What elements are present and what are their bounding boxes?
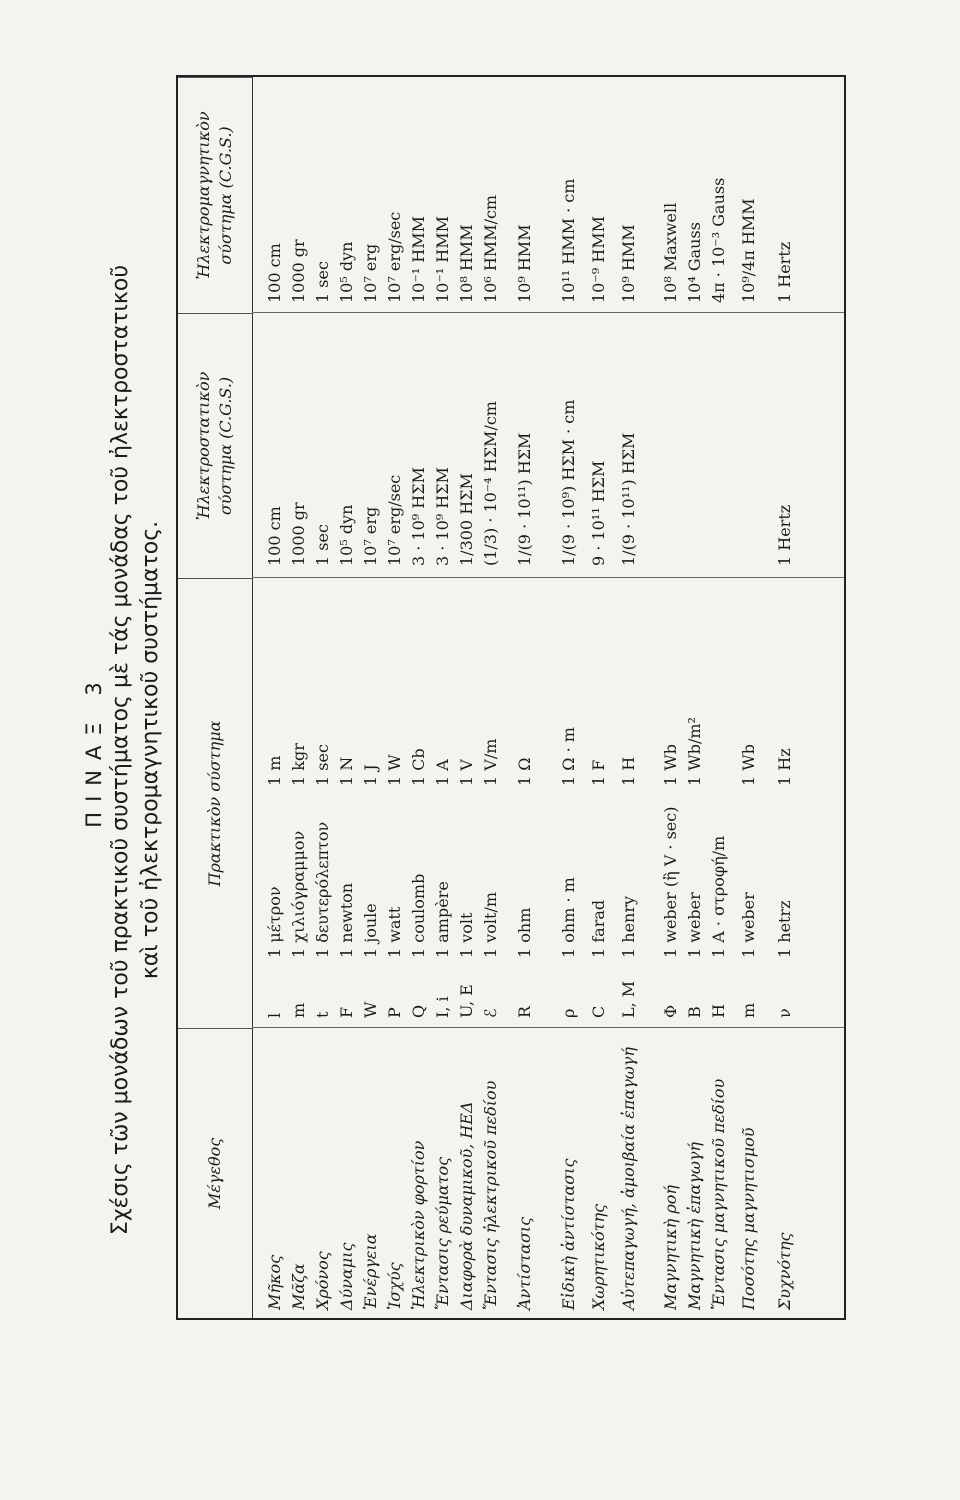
row-practical-unit: 1 ohm: [515, 907, 534, 958]
row-electrostatic: 10⁵ dyn: [337, 504, 356, 566]
row-symbol: F: [337, 1006, 356, 1018]
row-practical-abbr: 1 A: [433, 759, 452, 786]
row-electromagnetic: 10⁻¹ ΗΜΜ: [433, 215, 452, 303]
row-quantity: Αὐτεπαγωγή, ἀμοιβαία ἐπαγωγή: [619, 1047, 638, 1310]
header-quantity: [178, 1028, 252, 1318]
row-electrostatic: 3 · 10⁹ ΗΣΜ: [409, 467, 428, 566]
row-electrostatic: 1 sec: [313, 524, 332, 566]
row-symbol: t: [313, 1011, 332, 1018]
row-symbol: H: [709, 1004, 728, 1018]
header-practical-label: Πρακτικὸν σύστημα: [205, 720, 224, 887]
row-quantity: Εἰδικὴ ἀντίστασις: [559, 1158, 578, 1310]
row-practical-unit: 1 weber (ἢ V · sec): [661, 806, 680, 958]
row-electromagnetic: 1 sec: [313, 261, 332, 303]
row-quantity: Ἀντίστασις: [515, 1216, 534, 1310]
row-electromagnetic: 10⁻⁹ ΗΜΜ: [589, 215, 608, 303]
table-row: [360, 77, 382, 1318]
title-line-2: καὶ τοῦ ἠλεκτρομαγνητικοῦ συστήματος.: [138, 520, 163, 980]
row-electromagnetic: 1 Hertz: [775, 241, 794, 303]
row-symbol: B: [685, 1006, 704, 1018]
row-electromagnetic: 10⁸ ΗΜΜ: [457, 224, 476, 303]
row-practical-unit: 1 newton: [337, 882, 356, 958]
row-quantity: Ἔντασις ἠλεκτρικοῦ πεδίου: [481, 1080, 500, 1310]
row-electrostatic: 1/(9 · 10¹¹) ΗΣΜ: [619, 432, 638, 566]
row-quantity: Μῆκος: [265, 1254, 284, 1310]
header-electrostatic: [178, 313, 252, 578]
row-symbol: ρ: [559, 1008, 578, 1018]
row-practical-abbr: 1 H: [619, 756, 638, 786]
table-row: [408, 77, 430, 1318]
row-electrostatic: 1/(9 · 10⁹) ΗΣΜ · cm: [559, 399, 578, 566]
row-symbol: Φ: [661, 1004, 680, 1018]
table-row: [456, 77, 478, 1318]
row-quantity: Χρόνος: [313, 1251, 332, 1310]
row-symbol: C: [589, 1005, 608, 1018]
row-practical-abbr: 1 m: [265, 755, 284, 786]
row-practical-abbr: 1 W: [385, 754, 404, 786]
row-symbol: I, i: [433, 996, 452, 1018]
row-symbol: l: [265, 1012, 284, 1018]
row-practical-abbr: 1 V/m: [481, 738, 500, 786]
row-quantity: Ἰσχύς: [385, 1262, 404, 1310]
table-row: [288, 77, 310, 1318]
title-line-1: Σχέσις τῶν μονάδων τοῦ πρακτικοῦ συστήματος μὲ τάς μονάδας τοῦ ἠλεκτροστατικοῦ: [108, 264, 133, 1236]
row-electromagnetic: 10¹¹ ΗΜΜ · cm: [559, 178, 578, 303]
row-practical-unit: 1 χιλιόγραμμον: [289, 830, 308, 958]
row-practical-unit: 1 volt: [457, 912, 476, 958]
row-electromagnetic: 4π · 10⁻³ Gauss: [709, 177, 728, 303]
row-practical-abbr: 1 Ω · m: [559, 727, 578, 786]
row-quantity: Ποσότης μαγνητισμοῦ: [739, 1127, 758, 1310]
header-electromagnetic: [178, 77, 252, 313]
row-practical-abbr: 1 Cb: [409, 748, 428, 786]
row-electrostatic: 10⁷ erg/sec: [385, 474, 404, 566]
row-practical-unit: 1 watt: [385, 906, 404, 958]
table-row: [774, 77, 796, 1318]
row-electrostatic: (1/3) · 10⁻⁴ ΗΣΜ/cm: [481, 401, 500, 566]
row-practical-unit: 1 volt/m: [481, 891, 500, 958]
row-practical-unit: 1 henry: [619, 895, 638, 958]
table-row: [480, 77, 502, 1318]
row-practical-unit: 1 μέτρον: [265, 886, 284, 958]
row-practical-abbr: 1 F: [589, 759, 608, 786]
row-practical-unit: 1 weber: [739, 892, 758, 958]
row-practical-unit: 1 ampère: [433, 881, 452, 958]
row-symbol: P: [385, 1007, 404, 1018]
table-label: ΠΙΝΑΞ 3: [82, 672, 106, 828]
header-electromagnetic-line2: σύστημα (C.G.S.): [216, 126, 235, 265]
table-row: [336, 77, 358, 1318]
table-row: [514, 77, 536, 1318]
table-row: [264, 77, 286, 1318]
row-electromagnetic: 10⁵ dyn: [337, 241, 356, 303]
row-quantity: Ἐνέργεια: [361, 1233, 380, 1310]
row-electrostatic: 100 cm: [265, 506, 284, 566]
row-electrostatic: 1/300 ΗΣΜ: [457, 473, 476, 566]
row-electromagnetic: 10⁹ ΗΜΜ: [619, 224, 638, 303]
row-quantity: Ἔντασις μαγνητικοῦ πεδίου: [709, 1078, 728, 1310]
row-quantity: Δύναμις: [337, 1242, 356, 1310]
header-electromagnetic-line1: Ἠλεκτρομαγνητικὸν: [194, 111, 213, 280]
row-quantity: Χωρητικότης: [589, 1203, 608, 1310]
row-electromagnetic: 1000 gr: [289, 239, 308, 303]
header-electrostatic-line2: σύστημα (C.G.S.): [216, 376, 235, 516]
row-practical-unit: 1 farad: [589, 899, 608, 958]
table-row: [618, 77, 640, 1318]
header-divider: [252, 77, 253, 1318]
row-electromagnetic: 10⁸ Maxwell: [661, 202, 680, 303]
table-row: [384, 77, 406, 1318]
row-symbol: L, M: [619, 980, 638, 1018]
header-electrostatic-line1: Ἠλεκτροστατικὸν: [194, 371, 213, 521]
row-practical-abbr: 1 Wb/m²: [685, 717, 704, 786]
row-electrostatic: 1000 gr: [289, 502, 308, 566]
units-table: [176, 75, 846, 1320]
row-practical-unit: 1 δευτερόλεπτον: [313, 821, 332, 958]
row-practical-abbr: 1 Wb: [661, 744, 680, 786]
row-quantity: Διαφορὰ δυναμικοῦ, ΗΕΔ: [457, 1101, 476, 1310]
row-practical-abbr: 1 kgr: [289, 743, 308, 786]
row-practical-abbr: 1 N: [337, 756, 356, 786]
row-electrostatic: 9 · 10¹¹ ΗΣΜ: [589, 460, 608, 566]
row-electrostatic: 3 · 10⁹ ΗΣΜ: [433, 467, 452, 566]
table-row: [312, 77, 334, 1318]
row-electromagnetic: 10⁹/4π ΗΜΜ: [739, 198, 758, 303]
table-row: [588, 77, 610, 1318]
row-practical-unit: 1 hetrz: [775, 900, 794, 958]
row-practical-unit: 1 joule: [361, 903, 380, 958]
row-practical-unit: 1 weber: [685, 892, 704, 958]
row-quantity: Ἠλεκτρικὸν φορτίον: [409, 1140, 428, 1310]
row-electromagnetic: 10⁷ erg/sec: [385, 211, 404, 303]
row-quantity: Μαγνητικὴ ροή: [661, 1185, 680, 1310]
header-quantity-label: Μέγεθος: [205, 1137, 224, 1210]
row-electromagnetic: 10⁴ Gauss: [685, 222, 704, 303]
row-symbol: W: [361, 1001, 380, 1018]
row-symbol: U, E: [457, 984, 476, 1018]
row-electromagnetic: 10⁷ erg: [361, 243, 380, 303]
row-symbol: m: [739, 1002, 758, 1018]
row-symbol: ν: [775, 1008, 794, 1018]
row-practical-abbr: 1 Ω: [515, 757, 534, 786]
row-practical-abbr: 1 sec: [313, 744, 332, 786]
row-symbol: Q: [409, 1004, 428, 1018]
row-symbol: m: [289, 1002, 308, 1018]
row-quantity: Ἔντασις ρεύματος: [433, 1156, 452, 1310]
table-row: [708, 77, 730, 1318]
row-symbol: ℰ: [481, 1008, 500, 1018]
row-electromagnetic: 10⁹ ΗΜΜ: [515, 224, 534, 303]
row-practical-abbr: 1 Hz: [775, 748, 794, 786]
table-row: [684, 77, 706, 1318]
table-row: [432, 77, 454, 1318]
row-quantity: Μαγνητικὴ ἐπαγωγή: [685, 1141, 704, 1310]
row-electromagnetic: 10⁶ ΗΜΜ/cm: [481, 194, 500, 303]
row-electrostatic: 10⁷ erg: [361, 506, 380, 566]
row-practical-unit: 1 A · στροφή/m: [709, 835, 728, 958]
row-quantity: Συχνότης: [775, 1232, 794, 1310]
row-symbol: R: [515, 1005, 534, 1018]
row-practical-abbr: 1 J: [361, 764, 380, 786]
row-electromagnetic: 100 cm: [265, 243, 284, 303]
table-row: [738, 77, 760, 1318]
row-practical-abbr: 1 V: [457, 759, 476, 786]
table-row: [660, 77, 682, 1318]
row-electrostatic: 1 Hertz: [775, 504, 794, 566]
row-practical-unit: 1 ohm · m: [559, 877, 578, 958]
header-practical: [178, 578, 252, 1028]
row-quantity: Μᾶζα: [289, 1263, 308, 1310]
table-row: [558, 77, 580, 1318]
row-practical-unit: 1 coulomb: [409, 873, 428, 958]
row-electrostatic: 1/(9 · 10¹¹) ΗΣΜ: [515, 432, 534, 566]
row-practical-abbr: 1 Wb: [739, 744, 758, 786]
row-electromagnetic: 10⁻¹ ΗΜΜ: [409, 215, 428, 303]
